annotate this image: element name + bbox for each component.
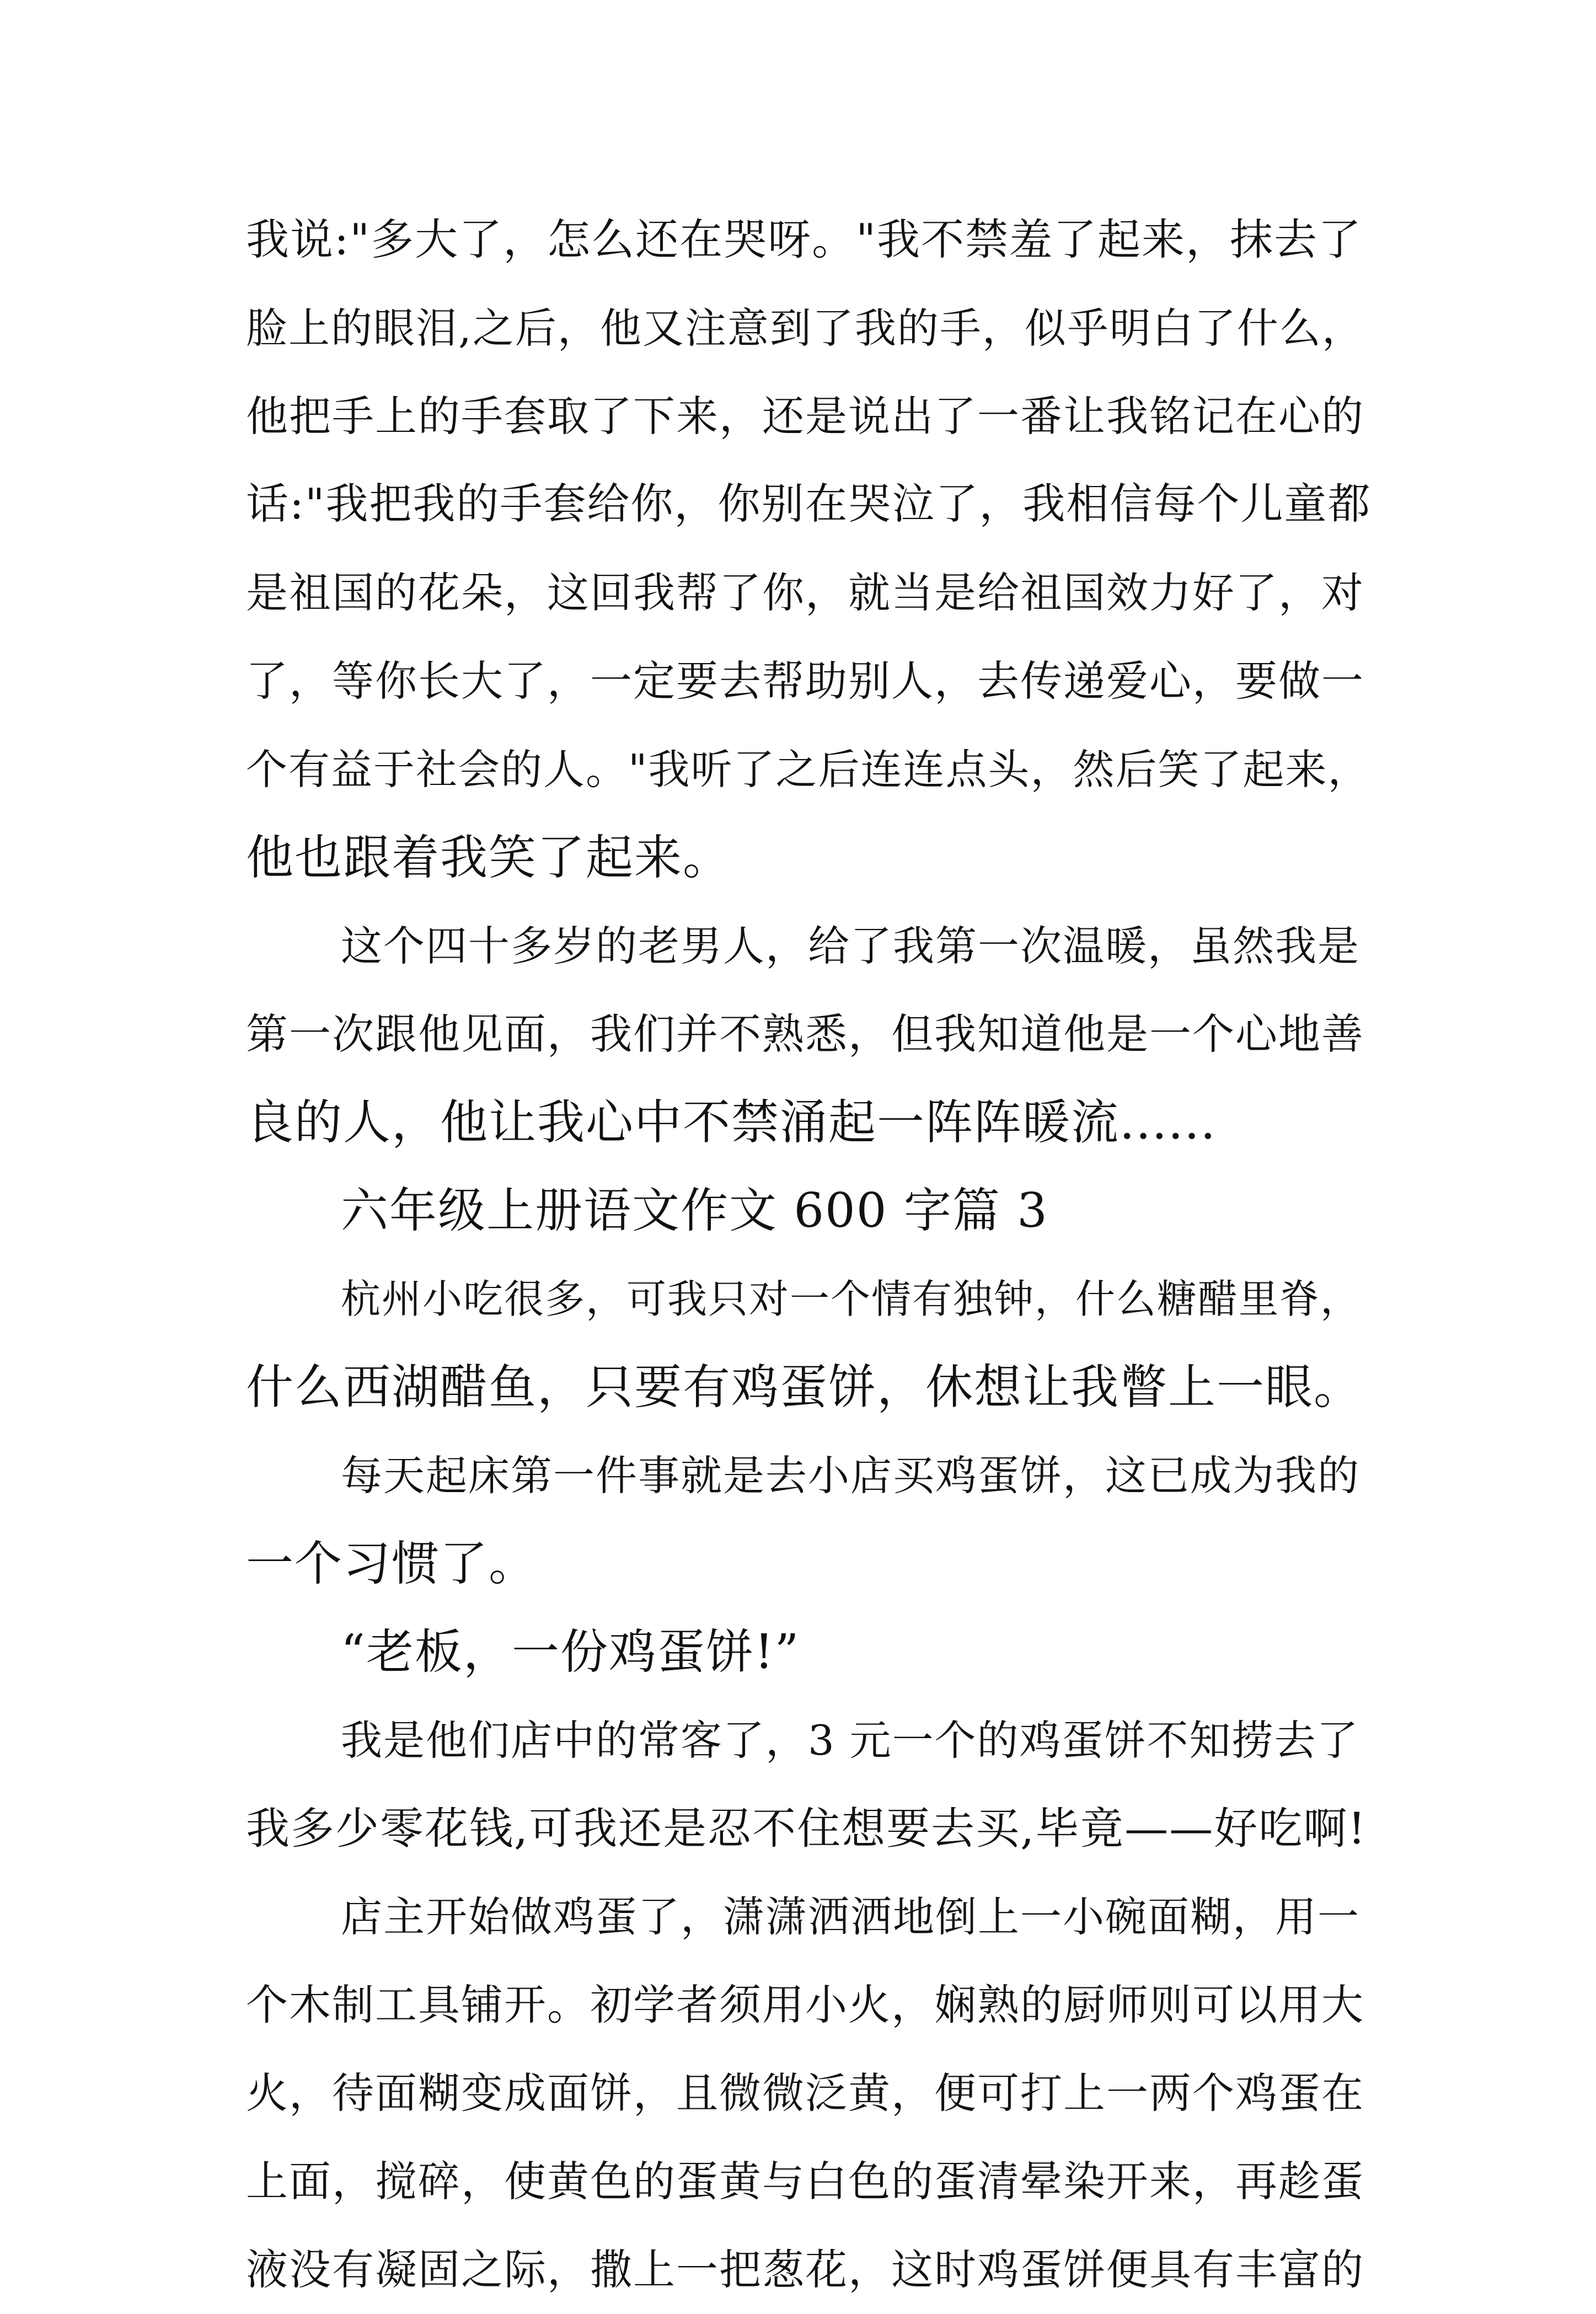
- text-line: 他把手上的手套取了下来，还是说出了一番让我铭记在心的: [246, 392, 1364, 441]
- text-line: 火，待面糊变成面饼，且微微泛黄，便可打上一两个鸡蛋在: [246, 2069, 1364, 2118]
- text-line: 我说:"多大了，怎么还在哭呀。"我不禁羞了起来，抹去了: [246, 215, 1363, 265]
- text-line: 一个习惯了。: [246, 1536, 537, 1591]
- paragraph-first-line: 店主开始做鸡蛋了，潇潇洒洒地倒上一小碗面糊，用一: [341, 1893, 1361, 1941]
- section-heading: 六年级上册语文作文 600 字篇 3: [341, 1183, 1048, 1238]
- paragraph-first-line: 每天起床第一件事就是去小店买鸡蛋饼，这已成为我的: [341, 1451, 1361, 1500]
- text-line: 脸上的眼泪,之后，他又注意到了我的手，似乎明白了什么，: [246, 304, 1364, 352]
- text-line: 什么西湖醋鱼，只要有鸡蛋饼，休想让我瞥上一眼。: [246, 1360, 1362, 1415]
- text-line: 个木制工具铺开。初学者须用小火，娴熟的厨师则可以用大: [246, 1980, 1364, 2029]
- text-line: 上面，搅碎，使黄色的蛋黄与白色的蛋清晕染开来，再趁蛋: [246, 2157, 1364, 2206]
- dialogue-line: “老板，一份鸡蛋饼!”: [341, 1624, 800, 1680]
- text-line: 是祖国的花朵，这回我帮了你，就当是给祖国效力好了，对: [246, 568, 1364, 617]
- text-line: 我多少零花钱,可我还是忍不住想要去买,毕竟——好吃啊!: [246, 1803, 1367, 1854]
- paragraph-first-line: 这个四十多岁的老男人，给了我第一次温暖，虽然我是: [341, 922, 1361, 970]
- article-text: [246, 196, 1371, 2314]
- paragraph-first-line: 杭州小吃很多，可我只对一个情有独钟，什么糖醋里脊，: [341, 1276, 1362, 1322]
- text-line: 话:"我把我的手套给你，你别在哭泣了，我相信每个儿童都: [246, 480, 1372, 529]
- paragraph-first-line: 我是他们店中的常客了，3 元一个的鸡蛋饼不知捞去了: [341, 1716, 1359, 1765]
- text-line: 了，等你长大了，一定要去帮助别人，去传递爱心，要做一: [246, 656, 1364, 706]
- text-line: 他也跟着我笑了起来。: [246, 830, 731, 885]
- text-line: 个有益于社会的人。"我听了之后连连点头，然后笑了起来，: [246, 745, 1370, 794]
- text-line: 第一次跟他见面，我们并不熟悉，但我知道他是一个心地善: [246, 1009, 1364, 1059]
- text-line: 液没有凝固之际，撒上一把葱花，这时鸡蛋饼便具有丰富的: [246, 2245, 1364, 2294]
- text-line: 良的人，他让我心中不禁涌起一阵阵暖流......: [246, 1095, 1217, 1150]
